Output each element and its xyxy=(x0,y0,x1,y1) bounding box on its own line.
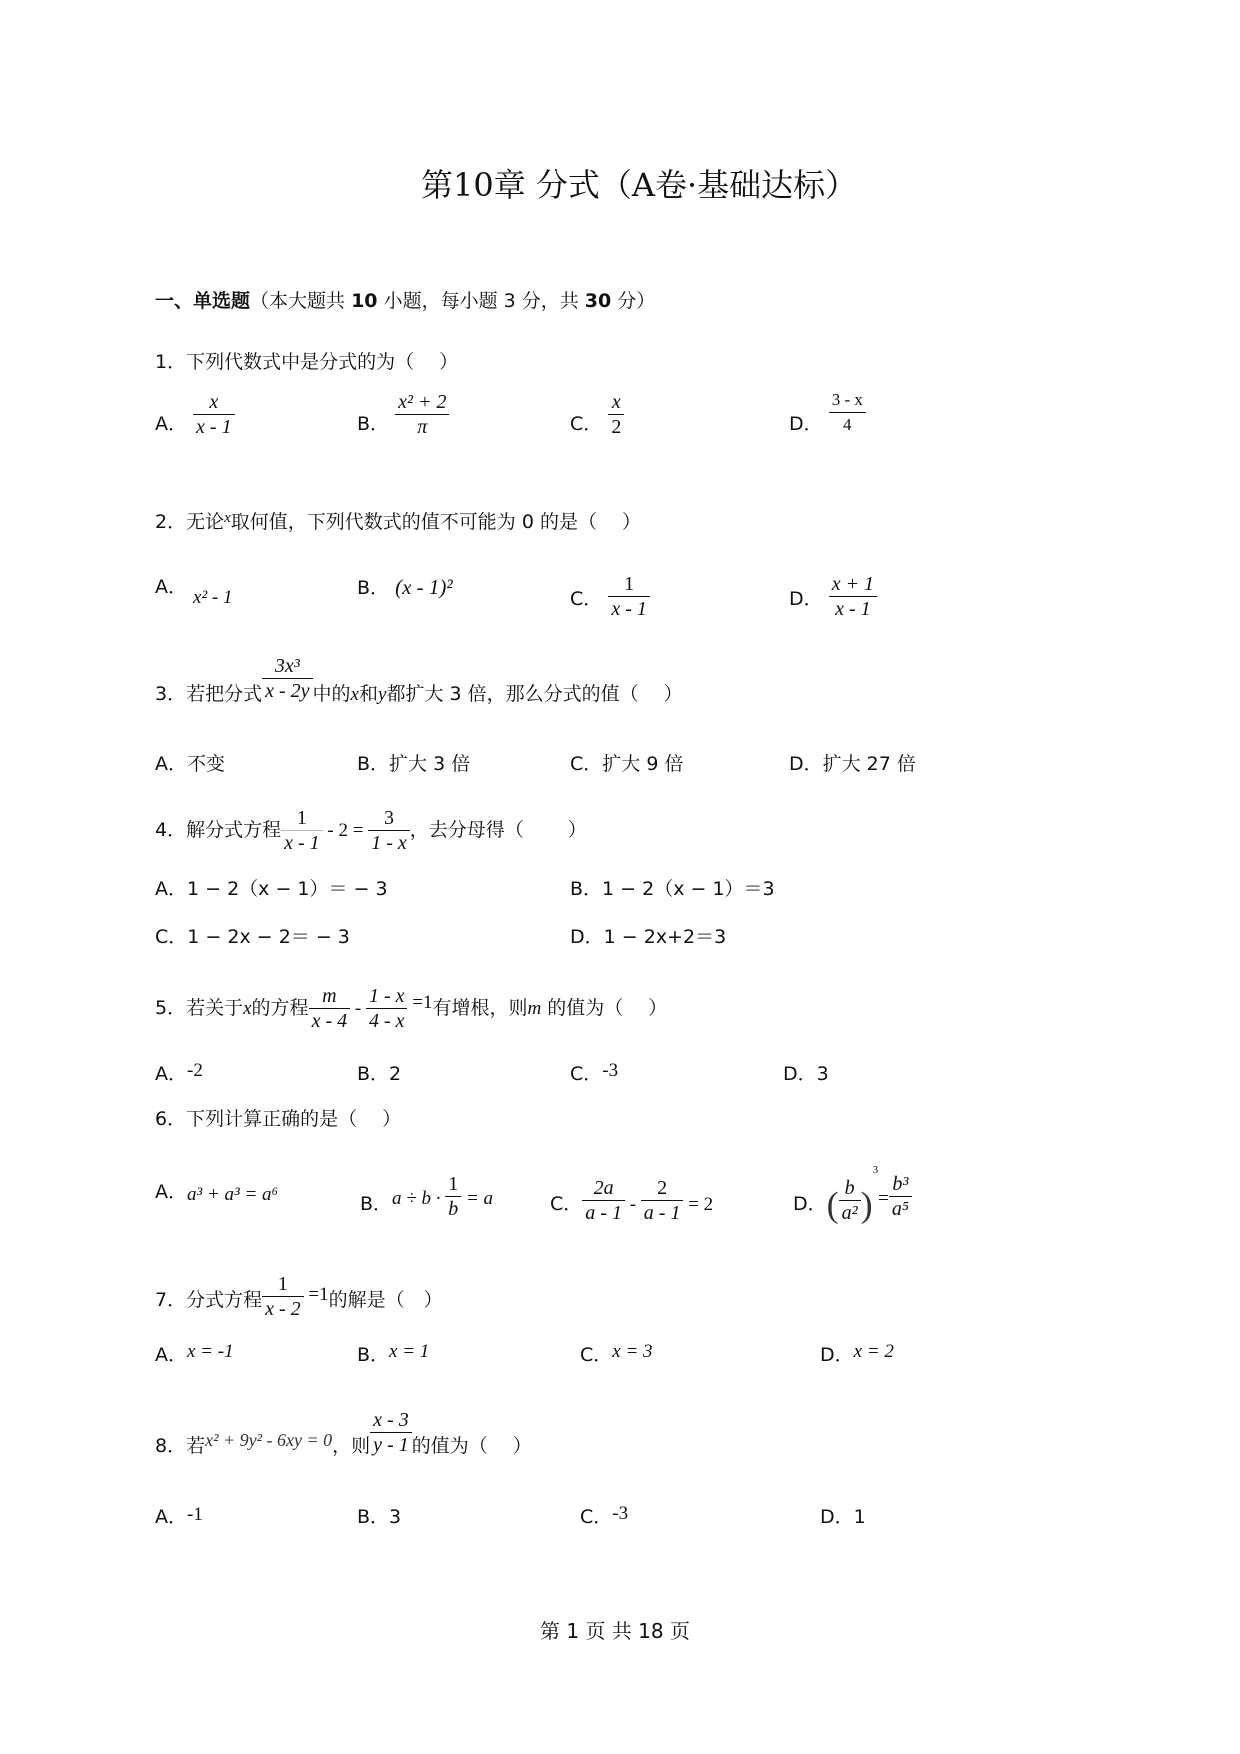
question-8-stem xyxy=(155,1409,532,1471)
question-5-option-a[interactable] xyxy=(155,1062,203,1087)
question-7-option-b[interactable] xyxy=(357,1343,429,1368)
option-text: 扩大 9 倍 xyxy=(602,753,684,775)
question-text: 若把分式 xyxy=(186,683,263,705)
option-text: -3 xyxy=(612,1503,629,1524)
option-label: C． xyxy=(580,1344,613,1366)
question-6-option-c[interactable] xyxy=(550,1177,714,1229)
fraction: $\frac{m}{x - 4}$ xyxy=(309,984,351,1033)
question-number: 1． xyxy=(155,351,187,373)
section-count: 10 xyxy=(351,290,378,312)
question-3-option-a[interactable] xyxy=(155,752,225,776)
option-label: C． xyxy=(550,1193,583,1215)
option-label: B． xyxy=(360,1193,393,1215)
option-text: x = 3 xyxy=(612,1341,653,1362)
question-number: 4． xyxy=(155,819,187,841)
expression: a ÷ b · xyxy=(392,1188,446,1209)
option-label: D． xyxy=(783,1063,817,1085)
question-2-stem xyxy=(155,510,641,534)
option-text: 1 − 2x − 2＝ − 3 xyxy=(187,926,350,948)
option-text: 扩大 27 倍 xyxy=(822,753,916,775)
option-label: A． xyxy=(155,1063,187,1085)
question-7-option-d[interactable] xyxy=(820,1343,894,1368)
question-text: 的方程 xyxy=(251,997,309,1019)
section-note-2: 小题，每小题 3 分，共 xyxy=(377,290,585,312)
question-4-option-b[interactable] xyxy=(570,877,775,901)
fraction: $\frac{2a}{a - 1}$ xyxy=(582,1176,625,1225)
question-text: 的值为（ ） xyxy=(411,1435,532,1457)
option-label: D． xyxy=(820,1506,854,1528)
option-label: B． xyxy=(357,1344,390,1366)
question-5-stem xyxy=(155,984,667,1033)
question-number: 8． xyxy=(155,1435,187,1457)
section-note-1: （本大题共 xyxy=(250,290,352,312)
question-text: 下列代数式中是分式的为（ ） xyxy=(186,351,459,373)
question-7-option-a[interactable] xyxy=(155,1343,234,1368)
question-1-option-d[interactable] xyxy=(789,390,866,449)
question-7-stem xyxy=(155,1273,443,1325)
question-2-option-a[interactable] xyxy=(155,575,233,608)
question-6-option-d[interactable] xyxy=(793,1164,912,1229)
question-1-stem xyxy=(155,350,458,374)
variable-m: m xyxy=(527,998,542,1019)
question-text: 取何值，下列代数式的值不可能为 0 的是（ ） xyxy=(230,511,641,533)
fraction: $\frac{x - 3}{y - 1}$ xyxy=(370,1408,412,1457)
option-text: x = 1 xyxy=(389,1341,430,1362)
option-text: 扩大 3 倍 xyxy=(389,753,471,775)
expression: x² + 9y² - 6xy = 0 xyxy=(205,1430,333,1450)
option-label: D． xyxy=(789,753,823,775)
question-number: 6． xyxy=(155,1108,187,1130)
option-text: 1 xyxy=(853,1506,866,1528)
question-4-stem xyxy=(155,806,587,855)
expression: - xyxy=(350,998,366,1019)
question-text: ，则 xyxy=(332,1435,371,1457)
option-text: 3 xyxy=(816,1063,829,1085)
option-label: C． xyxy=(155,926,188,948)
option-label: A． xyxy=(155,413,187,435)
option-label: D． xyxy=(789,413,823,435)
question-number: 3． xyxy=(155,683,187,705)
option-label: B． xyxy=(357,413,390,435)
expression: = a xyxy=(461,1188,494,1209)
section-type: 单选题 xyxy=(193,290,251,312)
option-text: 不变 xyxy=(187,753,226,775)
question-6-option-b[interactable] xyxy=(360,1173,494,1229)
question-6-option-a[interactable] xyxy=(155,1180,278,1205)
variable-y: y xyxy=(378,684,387,705)
option-label: B． xyxy=(357,1506,390,1528)
question-text: 的解是（ ） xyxy=(328,1289,443,1311)
option-text: x = 2 xyxy=(853,1341,894,1362)
question-4-option-a[interactable] xyxy=(155,877,388,901)
option-label: C． xyxy=(570,1063,603,1085)
question-7-option-c[interactable] xyxy=(580,1343,653,1368)
fraction: $\frac{\text{3x³}}{x - 2y}$ xyxy=(262,654,312,703)
question-8-option-a[interactable] xyxy=(155,1505,203,1530)
expression: (x - 1)² xyxy=(395,575,453,599)
fraction: $\frac{1}{x - 2}$ xyxy=(262,1272,304,1321)
question-number: 7． xyxy=(155,1289,187,1311)
section-prefix: 一、 xyxy=(155,290,194,312)
question-5-option-d[interactable] xyxy=(783,1062,829,1086)
page-title: 第10章 分式（A卷·基础达标） xyxy=(421,166,858,204)
question-6-stem xyxy=(155,1107,401,1131)
right-paren: ) xyxy=(860,1184,873,1225)
question-2-option-b[interactable] xyxy=(357,575,453,600)
question-text: 分式方程 xyxy=(186,1289,263,1311)
fraction: $\frac{x + 1}{x - 1}$ xyxy=(829,572,877,621)
question-text: 和 xyxy=(358,683,378,705)
question-5-option-c[interactable] xyxy=(570,1062,618,1087)
question-8-option-d[interactable] xyxy=(820,1505,866,1529)
question-4-option-d[interactable] xyxy=(570,925,726,949)
option-label: D． xyxy=(570,926,604,948)
question-number: 2． xyxy=(155,511,187,533)
question-3-option-d[interactable] xyxy=(789,752,916,776)
option-text: 1 − 2（x − 1）＝ − 3 xyxy=(187,878,388,900)
section-note-3: 分） xyxy=(611,290,656,312)
expression: x² - 1 xyxy=(193,587,233,608)
question-2-option-c[interactable] xyxy=(570,575,650,624)
section-total: 30 xyxy=(584,290,612,312)
option-label: C． xyxy=(570,413,603,435)
option-label: A． xyxy=(155,1181,187,1203)
question-text: 有增根，则 xyxy=(432,997,528,1019)
option-label: B． xyxy=(357,753,390,775)
option-text: -3 xyxy=(602,1060,619,1081)
question-text: 若 xyxy=(186,1435,206,1457)
fraction: $\frac{3 - x}{4}$ xyxy=(829,388,866,437)
question-8-option-c[interactable] xyxy=(580,1505,628,1530)
question-1-option-a[interactable] xyxy=(155,391,235,449)
option-label: D． xyxy=(789,588,823,610)
question-text: 无论 xyxy=(186,511,225,533)
section-heading xyxy=(155,286,655,313)
variable-x: x xyxy=(350,684,359,705)
option-text: 1 − 2x+2＝3 xyxy=(603,926,727,948)
fraction: $\frac{x}{x - 1}$ xyxy=(193,390,235,439)
question-text: 的值为（ ） xyxy=(541,997,668,1019)
option-text: 2 xyxy=(389,1063,402,1085)
option-text: 1 − 2（x − 1）＝3 xyxy=(602,878,775,900)
question-8-option-b[interactable] xyxy=(357,1505,401,1529)
question-4-option-c[interactable] xyxy=(155,925,350,949)
question-text: 中的 xyxy=(312,683,351,705)
option-label: D． xyxy=(793,1193,827,1215)
question-1-option-c[interactable] xyxy=(570,391,624,449)
question-3-option-b[interactable] xyxy=(357,752,470,776)
option-label: C． xyxy=(570,588,603,610)
expression: - 2 = xyxy=(322,820,369,841)
left-paren: ( xyxy=(826,1184,839,1225)
variable-x: x xyxy=(243,998,252,1019)
option-text: -2 xyxy=(187,1060,203,1081)
option-text: 3 xyxy=(389,1506,402,1528)
variable-x: x xyxy=(224,510,231,526)
fraction: $\frac{1}{b}$ xyxy=(445,1172,461,1221)
option-label: C． xyxy=(570,753,603,775)
question-text: 都扩大 3 倍，那么分式的值（ ） xyxy=(386,683,683,705)
question-text: 若关于 xyxy=(186,997,244,1019)
fraction: $\frac{x}{2}$ xyxy=(608,390,624,439)
option-text: -1 xyxy=(187,1504,203,1525)
option-label: A． xyxy=(155,878,187,900)
option-label: A． xyxy=(155,1506,187,1528)
expression: = 2 xyxy=(683,1194,714,1215)
question-1-option-b[interactable] xyxy=(357,391,449,449)
fraction: $\frac{1 - x}{4 - x}$ xyxy=(366,984,408,1033)
page-footer: 第 1 页 共 18 页 xyxy=(540,1619,690,1643)
fraction: $\frac{2}{a - 1}$ xyxy=(641,1176,684,1225)
option-label: A． xyxy=(155,753,187,775)
option-label: D． xyxy=(820,1344,854,1366)
question-text: 下列计算正确的是（ ） xyxy=(186,1108,402,1130)
option-text: x = -1 xyxy=(187,1341,234,1362)
exponent: 3 xyxy=(872,1164,879,1176)
fraction: $\frac{\text{x² + 2}}{\pi}$ xyxy=(395,390,449,439)
expression: =1 xyxy=(407,992,433,1013)
option-label: B． xyxy=(357,577,390,599)
question-text: ，去分母得（ ） xyxy=(409,819,587,841)
question-text: 解分式方程 xyxy=(186,819,282,841)
option-label: A． xyxy=(155,1344,187,1366)
fraction: $\frac{b}{\text{a²}}$ xyxy=(839,1176,861,1225)
option-label: C． xyxy=(580,1506,613,1528)
option-label: A． xyxy=(155,576,187,598)
equals: = xyxy=(878,1188,889,1209)
fraction: $\frac{\text{b³}}{\text{a⁵}}$ xyxy=(889,1172,912,1221)
fraction: $\frac{3}{1 - x}$ xyxy=(368,806,410,855)
question-5-option-b[interactable] xyxy=(357,1062,401,1086)
option-label: B． xyxy=(357,1063,390,1085)
fraction: $\frac{1}{x - 1}$ xyxy=(608,572,650,621)
expression: =1 xyxy=(303,1284,329,1305)
expression: a³ + a³ = a⁶ xyxy=(187,1184,279,1205)
question-number: 5． xyxy=(155,997,187,1019)
expression: - xyxy=(624,1194,641,1215)
fraction: $\frac{1}{x - 1}$ xyxy=(281,806,323,855)
question-3-option-c[interactable] xyxy=(570,752,683,776)
question-3-stem xyxy=(155,655,683,719)
option-label: B． xyxy=(570,878,603,900)
question-2-option-d[interactable] xyxy=(789,575,877,624)
